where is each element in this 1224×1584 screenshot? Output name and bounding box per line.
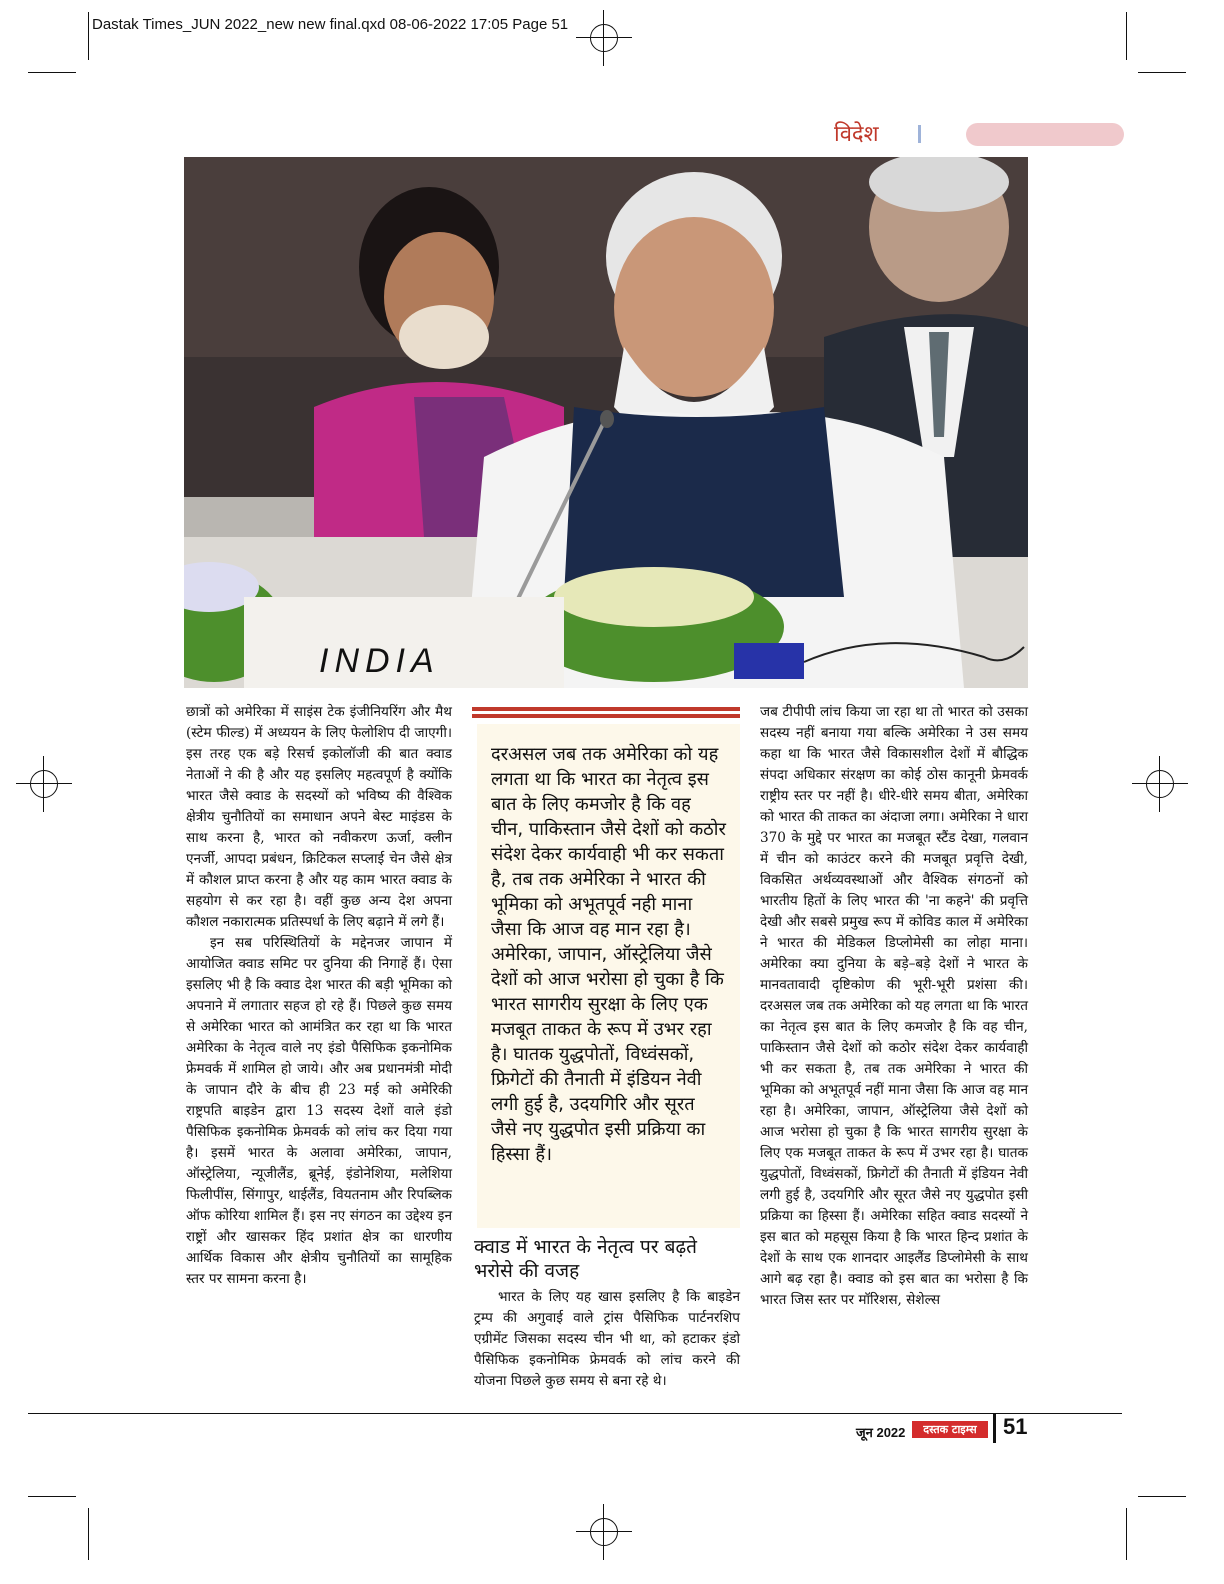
page-number: 51 (1003, 1414, 1028, 1439)
section-divider (918, 125, 921, 143)
article-column-3 (760, 702, 1028, 1311)
crop-mark (88, 1508, 89, 1560)
magazine-logo: दस्तक टाइम्स (912, 1421, 988, 1438)
nameplate-text: INDIA (319, 642, 440, 680)
registration-mark (584, 18, 624, 58)
registration-mark (584, 1512, 624, 1552)
article-column-1 (186, 702, 452, 1290)
subheading: क्वाड में भारत के नेतृत्व पर बढ़ते भरोसे की वजह (474, 1236, 697, 1282)
crop-mark (1138, 1496, 1186, 1497)
footer-divider (993, 1413, 996, 1443)
pullquote-text: दरअसल जब तक अमेरिका को यह लगता था कि भारत का नेतृत्व इस बात के लिए कमजोर है कि वह चीन, पाकिस्तान जैसे देशों को कठोर संदेश देकर कार्यवाही भी कर सकता है, तब तक अमेरिका ने भारत की भूमिका को अभूतपूर्व नही माना जैसा कि आज वह मान रहा है। अमेरिका, जापान, ऑस्ट्रेलिया जैसे देशों को आज भरोसा हो चुका है कि भारत सागरीय सुरक्षा के लिए एक मजबूत ताकत के रूप में उभर रहा है। घातक युद्धपोतों, विध्वंसकों, फ्रिगेटों की तैनाती में इंडियन नेवी लगी हुई है, उदयगिरि और सूरत जैसे नए युद्धपोत इसी प्रक्रिया का हिस्सा हैं। (491, 744, 726, 1165)
crop-mark (1126, 12, 1127, 60)
section-label: विदेश (834, 122, 879, 147)
paragraph: भारत के लिए यह खास इसलिए है कि बाइडेन ट्रम्प की अगुवाई वाले ट्रांस पैसिफिक पार्टनरशिप एग्रीमेंट जिसका सदस्य चीन भी था, को हटाकर इंडो पैसिफिक इकनोमिक फ्रेमवर्क को लांच करने की योजना पिछले कुछ समय से बना रहे थे। (474, 1289, 740, 1389)
crop-mark (28, 72, 76, 73)
registration-mark (1140, 764, 1180, 804)
paragraph: जब टीपीपी लांच किया जा रहा था तो भारत को उसका सदस्य नहीं बनाया गया बल्कि अमेरिका ने उस समय कहा था कि भारत जैसे विकासशील देशों में बौद्धिक संपदा अधिकार संरक्षण का कोई ठोस कानूनी फ्रेमवर्क राष्ट्रीय स्तर पर नहीं है। धीरे-धीरे समय बीता, अमेरिका को भारत की ताकत का अंदाजा लगा। अमेरिका ने धारा 370 के मुद्दे पर भारत का मजबूत स्टैंड देखा, गलवान में चीन को काउंटर करने की मजबूत प्रवृत्ति देखी, विकसित अर्थव्यवस्थाओं और वैश्विक संगठनों को भारतीय हितों के लिए भारत की 'ना कहने' की प्रवृत्ति देखी और सबसे प्रमुख रूप में कोविड काल में अमेरिका ने भारत की मेडिकल डिप्लोमेसी का लोहा माना। अमेरिका क्या दुनिया के बड़े–बड़े देशों ने भारत के मानवतावादी दृष्टिकोण की भूरी-भूरी प्रशंसा की। दरअसल जब तक अमेरिका को यह लगता था कि भारत का नेतृत्व इस बात के लिए कमजोर है कि वह चीन, पाकिस्तान जैसे देशों को कठोर संदेश देकर कार्यवाही भी कर सकता है, तब तक अमेरिका ने भारत की भूमिका को अभूतपूर्व नहीं माना जैसा कि आज वह मान रहा है। अमेरिका, जापान, ऑस्ट्रेलिया जैसे देशों को आज भरोसा हो चुका है कि भारत सागरीय सुरक्षा के लिए एक मजबूत ताकत के रूप में उभर रहा है। घातक युद्धपोतों, विध्वंसकों, फ्रिगेटों की तैनाती में इंडियन नेवी लगी हुई है, उदयगिरि और सूरत जैसे नए युद्धपोत इसी प्रक्रिया का हिस्सा हैं। अमेरिका सहित क्वाड सदस्यों ने इस बात को महसूस किया है कि भारत हिन्द प्रशांत के देशों के साथ एक शानदार आइलैंड डिप्लोमेसी के साथ आगे बढ़ रहा है। क्वाड को इस बात का भरोसा है कि भारत जिस स्तर पर मॉरिशस, सेशेल्स (760, 704, 1028, 1308)
crop-mark (1126, 1508, 1127, 1560)
footer-rule (28, 1413, 1122, 1414)
crop-mark (1138, 72, 1186, 73)
article-column-2 (474, 1287, 740, 1392)
crop-mark (88, 12, 89, 60)
pullquote-box (477, 724, 740, 1228)
pullquote-rule (472, 707, 740, 721)
summit-photo (184, 157, 1028, 688)
registration-mark (24, 764, 64, 804)
file-slug: Dastak Times_JUN 2022_new new final.qxd 08-06-2022 17:05 Page 51 (92, 16, 569, 33)
issue-month: जून 2022 (856, 1425, 906, 1440)
crop-mark (28, 1496, 76, 1497)
photo-illustration (184, 157, 1028, 688)
paragraph: छात्रों को अमेरिका में साइंस टेक इंजीनियरिंग और मैथ (स्टेम फील्ड) में अध्ययन के लिए फेलोशिप दी जाएगी। इस तरह एक बड़े रिसर्च इकोलॉजी की बात क्वाड नेताओं ने की है और यह इसलिए महत्वपूर्ण है क्योंकि भारत जैसे क्वाड के सदस्यों को भविष्य की वैश्विक क्षेत्रीय चुनौतियों का समाधान अपने बेस्ट माइंडस के साथ करना है, भारत को नवीकरण ऊर्जा, क्लीन एनर्जी, आपदा प्रबंधन, क्रिटिकल सप्लाई चेन जैसे क्षेत्र में कौशल प्राप्त करना है और यह काम भारत क्वाड के सहयोग से कर रहा है। वहीं कुछ अन्य देश अपना कौशल नकारात्मक प्रतिस्पर्धा के लिए बढ़ाने में लगे हैं। (186, 704, 452, 930)
section-pill (966, 123, 1124, 146)
paragraph: इन सब परिस्थितियों के मद्देनजर जापान में आयोजित क्वाड समिट पर दुनिया की निगाहें हैं। ऐसा इसलिए भी है कि क्वाड देश भारत की बड़ी भूमिका को अपनाने में लगातार सहज हो रहे हैं। पिछले कुछ समय से अमेरिका भारत को आमंत्रित कर रहा था कि भारत अमेरिका के नेतृत्व वाले नए इंडो पैसिफिक इकनोमिक फ्रेमवर्क में शामिल हो जाये। और अब प्रधानमंत्री मोदी के जापान दौरे के बीच ही 23 मई को अमेरिकी राष्ट्रपति बाइडेन द्वारा 13 सदस्य देशों वाले इंडो पैसिफिक इकनोमिक फ्रेमवर्क को लांच कर दिया गया है। इसमें भारत के अलावा अमेरिका, जापान, ऑस्ट्रेलिया, न्यूजीलैंड, ब्रूनेई, इंडोनेशिया, मलेशिया फिलीपींस, सिंगापुर, थाईलैंड, वियतनाम और रिपब्लिक ऑफ कोरिया शामिल हैं। इस नए संगठन का उद्देश्य इन राष्ट्रों और खासकर हिंद प्रशांत क्षेत्र का धारणीय आर्थिक विकास और क्षेत्रीय चुनौतियों का सामूहिक स्तर पर सामना करना है। (186, 935, 452, 1287)
